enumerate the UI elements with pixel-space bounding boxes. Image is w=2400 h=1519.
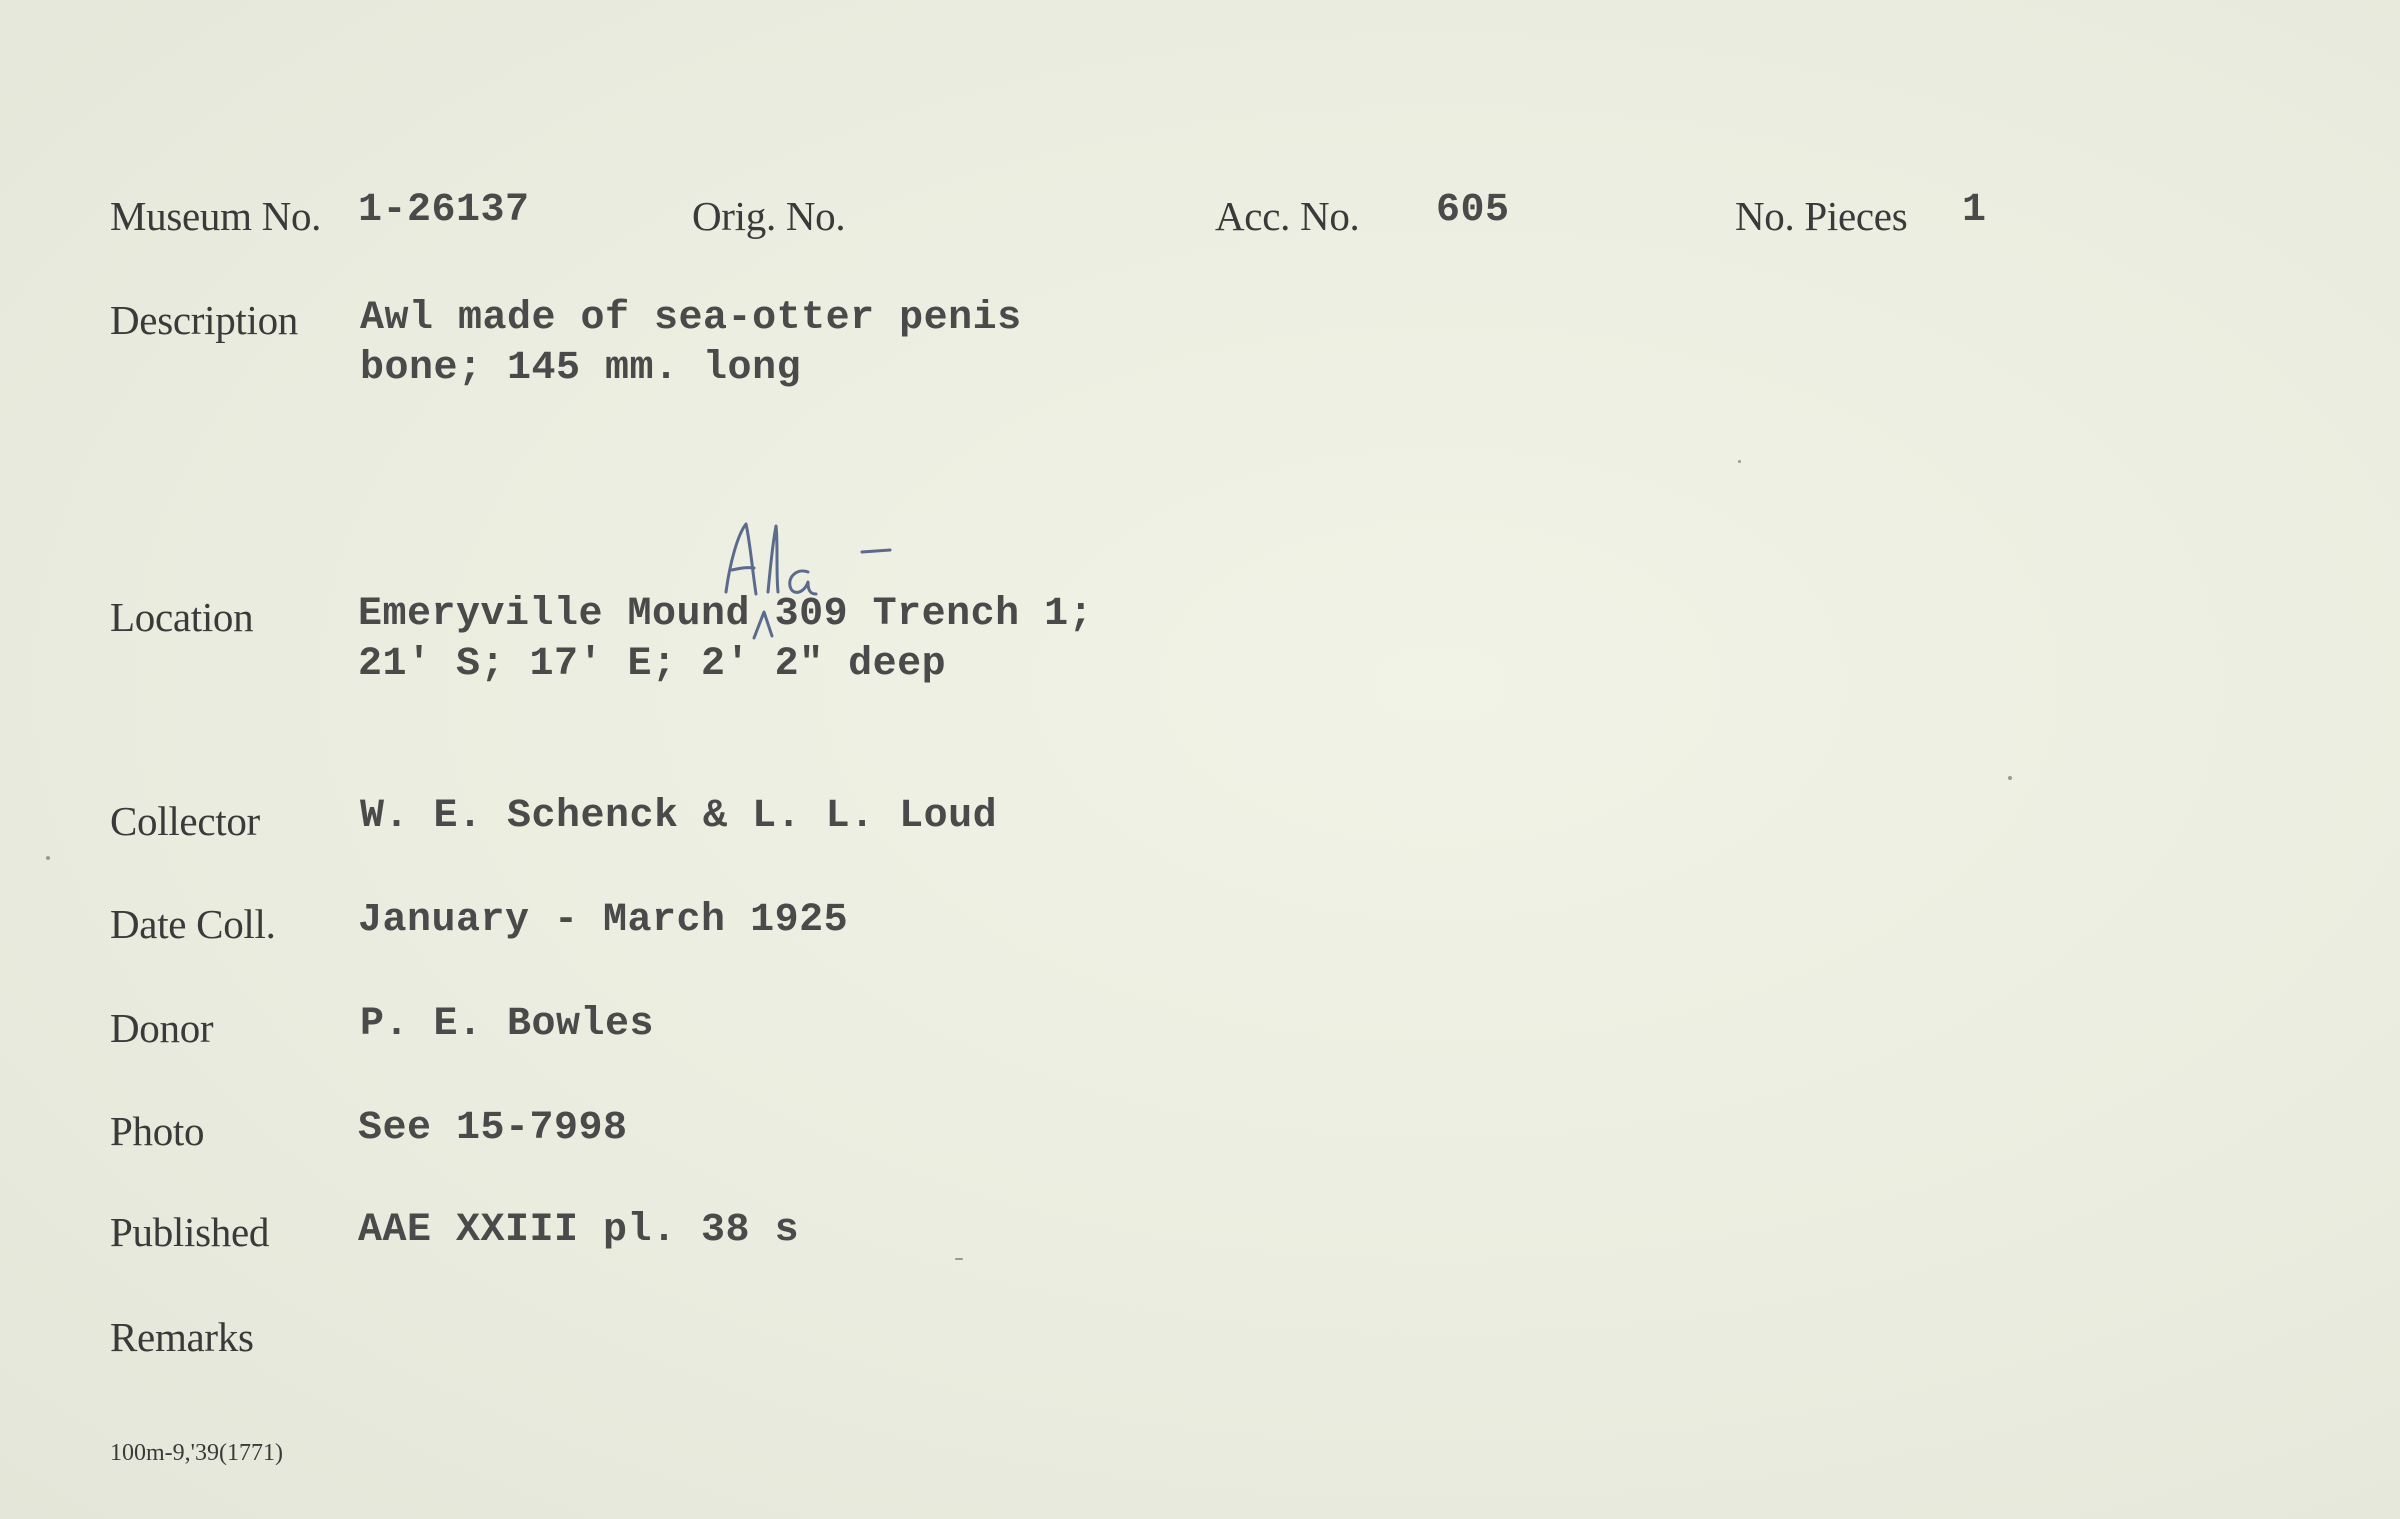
description-line-2: bone; 145 mm. long [360, 346, 802, 391]
paper-speck [1738, 460, 1741, 463]
no-pieces-label: No. Pieces [1735, 193, 1908, 239]
collector-label: Collector [110, 798, 260, 844]
museum-no-value: 1-26137 [358, 188, 530, 233]
description-line-1: Awl made of sea-otter penis [360, 296, 1022, 341]
form-code: 100m-9,'39(1771) [110, 1440, 283, 1466]
paper-speck [2008, 776, 2012, 780]
acc-no-value: 605 [1436, 188, 1510, 233]
paper-speck [46, 856, 50, 860]
location-line-1: Emeryville Mound 309 Trench 1; [358, 592, 1094, 637]
photo-label: Photo [110, 1108, 205, 1154]
published-value: AAE XXIII pl. 38 s [358, 1208, 800, 1253]
handwritten-insertion-ala [712, 512, 902, 652]
collector-value: W. E. Schenck & L. L. Loud [360, 794, 998, 839]
remarks-label: Remarks [110, 1314, 254, 1360]
paper-speck [955, 1258, 963, 1260]
donor-value: P. E. Bowles [360, 1002, 655, 1047]
donor-label: Donor [110, 1005, 214, 1051]
acc-no-label: Acc. No. [1215, 193, 1360, 239]
orig-no-label: Orig. No. [692, 193, 846, 239]
published-label: Published [110, 1209, 270, 1255]
date-coll-value: January - March 1925 [358, 898, 849, 943]
date-coll-label: Date Coll. [110, 901, 276, 947]
description-label: Description [110, 297, 298, 343]
no-pieces-value: 1 [1962, 188, 1987, 233]
museum-no-label: Museum No. [110, 193, 322, 239]
location-line-2: 21' S; 17' E; 2' 2" deep [358, 642, 947, 687]
photo-value: See 15-7998 [358, 1106, 628, 1151]
location-label: Location [110, 594, 254, 640]
description-value [360, 294, 1022, 394]
